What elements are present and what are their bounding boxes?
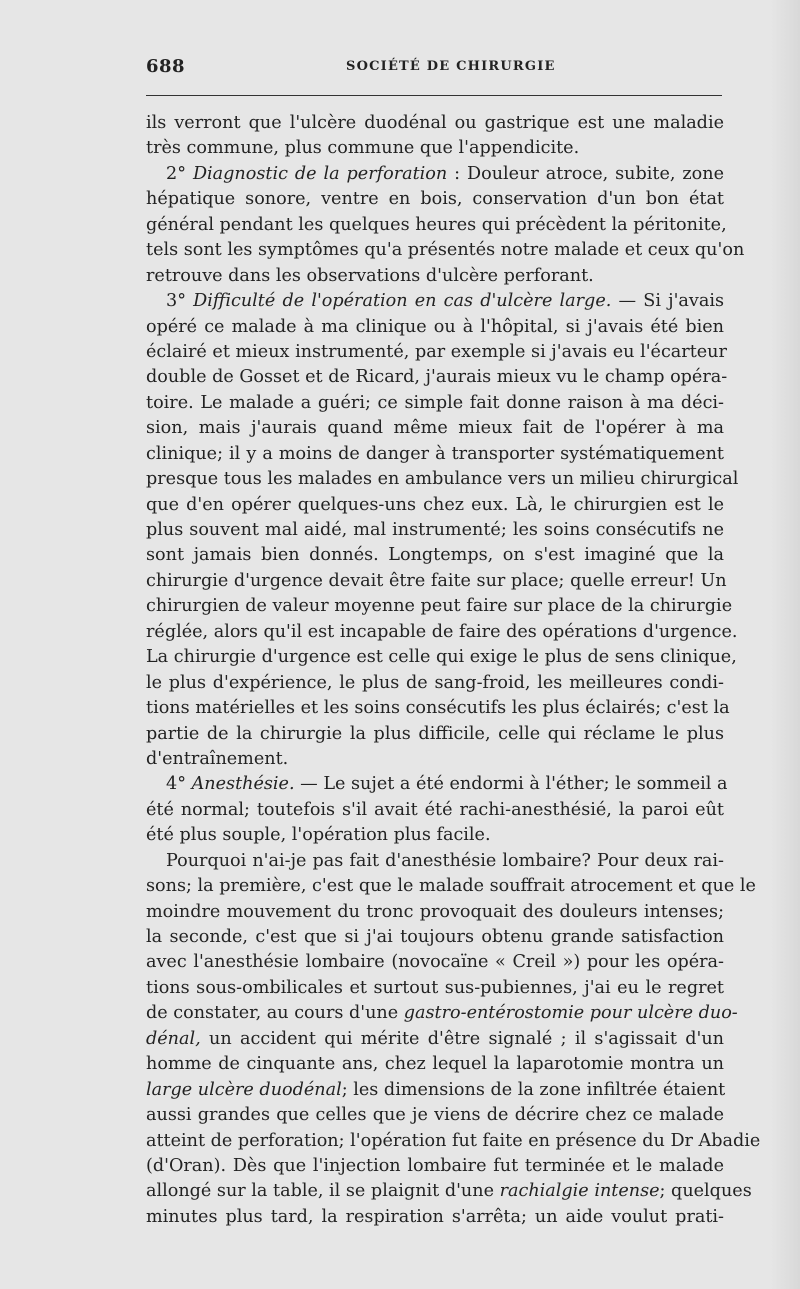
text-segment: moindre mouvement du tronc provoquait des douleurs intenses; [146,901,724,922]
text-line [146,849,724,874]
text-line [146,416,724,441]
text-line [146,365,728,390]
text-segment: éclairé et mieux instrumenté, par exemple si j'avais eu l'écarteur [146,341,727,362]
italic-text: Difficulté de l'opération en cas d'ulcère large. [193,291,612,312]
text-line [146,925,724,950]
text-line [146,136,724,161]
text-segment: aussi grandes que celles que je viens de décrire chez ce malade [146,1105,724,1126]
text-line [146,391,724,416]
text-segment: tions sous-ombilicales et surtout sus-pubiennes, j'ai eu le regret [146,977,724,998]
text-segment: homme de cinquante ans, chez lequel la laparotomie montra un [146,1054,724,1075]
text-line [146,696,730,721]
text-segment: très commune, plus commune que l'appendicite. [146,138,580,159]
text-segment: chirurgie d'urgence devait être faite sur place; quelle erreur! Un [146,570,727,591]
text-segment: 3° [166,291,194,312]
text-line [146,442,724,467]
text-line [146,798,724,823]
text-segment: — Le sujet a été endormi à l'éther; le sommeil a [294,774,728,795]
text-segment: partie de la chirurgie la plus difficile, celle qui réclame le plus [146,723,724,744]
text-line [146,772,728,797]
text-segment: que d'en opérer quelques-uns chez eux. Là, le chirurgien est le [146,494,724,515]
page-number: 688 [146,56,186,77]
text-line [146,976,724,1001]
text-segment: double de Gosset et de Ricard, j'aurais mieux vu le champ opéra- [146,367,728,388]
text-line [146,467,739,492]
text-segment: minutes plus tard, la respiration s'arrêta; un aide voulut prati- [146,1206,724,1227]
text-segment: la seconde, c'est que si j'ai toujours obtenu grande satisfaction [146,927,724,947]
text-line [146,518,724,543]
text-segment: sont jamais bien donnés. Longtemps, on s'est imaginé que la [146,545,724,566]
scan-page-edge [770,0,800,1289]
text-line [146,594,733,619]
italic-text: rachialgie intense [499,1181,660,1202]
header-rule [146,95,722,96]
text-segment: La chirurgie d'urgence est celle qui exige le plus de sens clinique, [146,647,737,668]
text-line [146,264,724,289]
text-line [146,1078,724,1103]
italic-text: dénal, [146,1028,201,1049]
text-segment: ils verront que l'ulcère duodénal ou gastrique est une maladie [146,113,724,133]
text-segment: atteint de perforation; l'opération fut faite en présence du Dr Abadie [146,1130,761,1151]
text-line [146,1129,761,1154]
text-segment: Pourquoi n'ai-je pas fait d'anesthésie lombaire? Pour deux rai- [166,850,724,871]
text-segment: hépatique sonore, ventre en bois, conservation d'un bon état [146,189,724,210]
text-segment: plus souvent mal aidé, mal instrumenté; les soins consécutifs ne [146,520,724,540]
text-segment: un accident qui mérite d'être signalé ; il s'agissait d'un [200,1028,724,1049]
text-segment: allongé sur la table, il se plaignit d'une [146,1181,500,1202]
italic-text: Anesthésie. [191,774,295,795]
text-line [146,1205,724,1230]
text-segment: ; les dimensions de la zone infiltrée étaient [341,1079,726,1100]
text-segment: retrouve dans les observations d'ulcère perforant. [146,265,594,286]
italic-text: gastro-entérostomie pour ulcère duo- [403,1003,738,1024]
text-line [146,747,724,772]
text-line [146,493,724,518]
text-segment: 2° [166,163,193,184]
text-segment: d'entraînement. [146,748,289,769]
text-line [146,1027,724,1052]
text-segment: réglée, alors qu'il est incapable de faire des opérations d'urgence. [146,621,738,642]
text-line [146,315,724,340]
text-segment: sons; la première, c'est que le malade souffrait atrocement et que le [146,876,756,897]
text-segment: sion, mais j'aurais quand même mieux fait de l'opérer à ma [146,418,724,439]
running-head: SOCIÉTÉ DE CHIRURGIE [346,59,556,74]
text-line [146,162,724,187]
text-line [146,645,737,670]
text-segment: général pendant les quelques heures qui précèdent la péritonite, [146,214,727,235]
italic-text: large ulcère duodénal [146,1079,342,1100]
text-line [146,1179,752,1204]
text-line [146,340,727,365]
text-line [146,569,727,594]
text-line [146,213,727,238]
text-segment: été normal; toutefois s'il avait été rachi-anesthésié, la paroi eût [146,799,724,820]
text-segment: le plus d'expérience, le plus de sang-froid, les meilleures condi- [146,672,724,693]
text-line [146,874,756,899]
text-segment: presque tous les malades en ambulance vers un milieu chirurgical [146,469,739,490]
text-segment: clinique; il y a moins de danger à transporter systématiquement [146,443,724,464]
text-segment: avec l'anesthésie lombaire (novocaïne « Creil ») pour les opéra- [146,952,724,973]
text-line [146,289,724,314]
text-line [146,823,724,848]
text-segment: 4° [166,774,192,795]
text-line [146,722,724,747]
text-line [146,620,738,645]
text-line [146,187,724,212]
text-segment: tels sont les symptômes qu'a présentés notre malade et ceux qu'on [146,240,745,261]
text-line [146,1052,724,1077]
text-line [146,950,724,975]
italic-text: Diagnostic de la perforation [192,163,448,184]
text-segment: : Douleur atroce, subite, zone [447,163,724,184]
body-text [146,111,761,1230]
text-segment: opéré ce malade à ma clinique ou à l'hôpital, si j'avais été bien [146,316,724,337]
text-line [146,900,724,925]
text-segment: tions matérielles et les soins consécutifs les plus éclairés; c'est la [146,698,730,719]
text-segment: toire. Le malade a guéri; ce simple fait donne raison à ma déci- [146,392,724,413]
text-line [146,543,724,568]
text-segment: ; quelques [659,1181,752,1202]
text-segment: (d'Oran). Dès que l'injection lombaire fut terminée et le malade [146,1155,724,1176]
text-line [146,1001,738,1026]
text-line [146,671,724,696]
text-line [146,1103,724,1128]
text-segment: chirurgien de valeur moyenne peut faire sur place de la chirurgie [146,596,733,617]
text-segment: — Si j'avais [611,291,724,312]
page-header [146,56,722,80]
text-line [146,1154,724,1179]
text-line [146,238,745,263]
text-segment: été plus souple, l'opération plus facile. [146,825,491,846]
text-segment: de constater, au cours d'une [146,1003,404,1024]
text-line [146,111,724,136]
